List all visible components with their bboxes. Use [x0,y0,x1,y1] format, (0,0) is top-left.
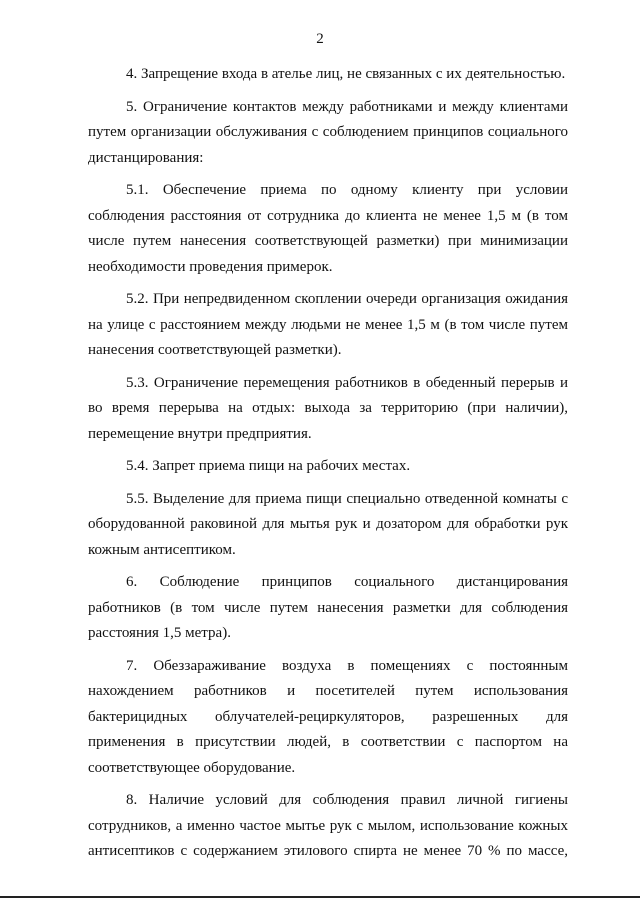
page-number: 2 [316,31,324,47]
paragraph-7: 7. Обеззараживание воздуха в помещениях с постоянным нахождением работников и посетителей путем использования бактерицидных облучателей-рециркуляторов, разрешенных для применения в присутствии людей, в соответствии с паспортом на соответствующее оборудование. [88,657,568,776]
paragraph-5-3: 5.3. Ограничение перемещения работников в обеденный перерыв и во время перерыва на отдых: выхода за территорию (при наличии), перемещение внутри предприятия. [88,374,568,442]
paragraph-6: 6. Соблюдение принципов социального дистанцирования работников (в том числе путем нанесения разметки для соблюдения расстояния 1,5 метра). [88,574,568,641]
paragraph-5-5: 5.5. Выделение для приема пищи специально отведенной комнаты с оборудованной раковиной для мытья рук и дозатором для обработки рук кожным антисептиком. [88,490,568,558]
paragraph-5-1: 5.1. Обеспечение приема по одному клиенту при условии соблюдения расстояния от сотрудника до клиента не менее 1,5 м (в том числе путем нанесения соответствующей разметки) при минимизации необходимости проведения примерок. [88,182,568,275]
document-body [88,62,568,865]
paragraph-5-4: 5.4. Запрет приема пищи на рабочих местах. [126,458,411,474]
paragraph-4: 4. Запрещение входа в ателье лиц, не связанных с их деятельностью. [126,66,566,82]
bottom-edge-line [0,896,640,898]
paragraph-5-2: 5.2. При непредвиденном скоплении очереди организация ожидания на улице с расстоянием между людьми не менее 1,5 м (в том числе путем нанесения соответствующей разметки). [88,291,568,358]
paragraph-5: 5. Ограничение контактов между работниками и между клиентами путем организации обслуживания с соблюдением принципов социального дистанцирования: [88,98,568,166]
paragraph-8: 8. Наличие условий для соблюдения правил личной гигиены сотрудников, а именно частое мытье рук с мылом, использование кожных антисептиков с содержанием этилового спирта не менее 70 % по массе, [88,792,568,859]
